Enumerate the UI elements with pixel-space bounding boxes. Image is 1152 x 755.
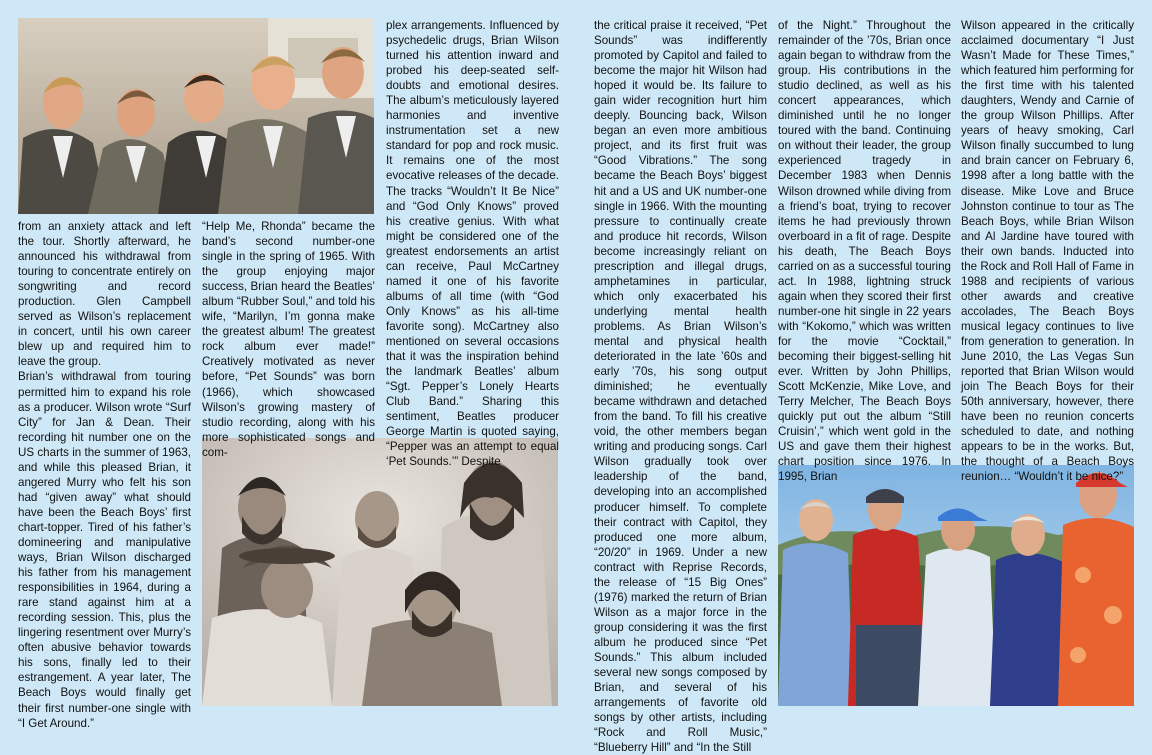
paragraph: from an anxiety attack and left the tour. Shortly afterward, he announced his withdrawal from touring to concentrate entirely on songwriting and record production. Glen Campbell served as Wilson’s replacement in concert, until his own career blew up and required him to leave the group. (18, 220, 191, 369)
article-column-3 (386, 18, 559, 469)
paragraph: plex arrangements. Influenced by psychedelic drugs, Brian Wilson turned his attention inward and probed his deep-seated self-doubts and emotional desires. The album’s meticulously layered harmonies and inventive instrumentation set a new standard for pop and rock music. It remains one of the most evocative releases of the decade. The tracks “Wouldn’t It Be Nice” and “God Only Knows” proved his creative genius. With what might be considered one of the greatest endorsements an artist can receive, Paul McCartney named it one of his favorite albums of all time (with “God Only Knows” as his all-time favorite song). McCartney also mentioned on several occasions that it was the inspiration behind the landmark Beatles’ album “Sgt. Pepper’s Lonely Hearts Club Band.” Sharing this sentiment, Beatles producer George Martin is quoted saying, “Pepper was an attempt to equal ‘Pet Sounds.’” Despite (386, 19, 559, 469)
article-column-5 (778, 18, 951, 484)
paragraph: “Help Me, Rhonda” became the band’s second number-one single in the spring of 1965. With the group enjoying major success, Brian heard the Beatles’ album “Rubber Soul,” and told his wife, “Marilyn, I’m gonna make the greatest album! The greatest rock album ever made!” Creatively motivated as never before, “Pet Sounds” was born (1966), which showcased Wilson’s growing mastery of studio recording, along with his more sophisticated songs and com- (202, 220, 375, 459)
band-photo-1970s (202, 438, 558, 706)
article-column-4 (594, 18, 767, 755)
band-photo-modern (778, 465, 1134, 706)
article-column-2 (202, 219, 375, 459)
article-column-1 (18, 219, 191, 730)
paragraph: Wilson appeared in the critically acclaimed documentary “I Just Wasn’t Made for These Times,” which featured him performing for the first time with his talented daughters, Wendy and Carnie of the group Wilson Phillips. After years of heavy smoking, Carl Wilson finally succumbed to lung and brain cancer on February 6, 1998 after a long battle with the disease. Mike Love and Bruce Johnston continue to tour as The Beach Boys, while Brian Wilson and Al Jardine have toured with their own bands. Inducted into the Rock and Roll Hall of Fame in 1988 and recipients of various other awards and creative accolades, The Beach Boys musical legacy continues to live from generation to generation. In June 2010, the Las Vegas Sun reported that Brian Wilson would join The Beach Boys for their 50th anniversary, however, there have been no reunion concerts scheduled to date, and nothing appears to be in the works. But, the thought of a Beach Boys reunion… “Wouldn’t it be nice?” (961, 19, 1134, 484)
article-column-6 (961, 18, 1134, 484)
paragraph: the critical praise it received, “Pet Sounds” was indifferently promoted by Capitol and failed to become the major hit Wilson had hoped it would be. Its failure to gain wider recognition hurt him deeply. Bouncing back, Wilson began an even more ambitious project, and its first fruit was “Good Vibrations.” The song became the Beach Boys’ biggest hit and a US and UK number-one single in 1966. With the mounting pressure to continually create and produce hit records, Wilson become increasingly reliant on prescription and illegal drugs, amphetamines in particular, which only exacerbated his underlying mental health problems. As Brian Wilson’s mental and physical health deteriorated in the late ’60s and early ’70s, his song output diminished; he eventually became withdrawn and detached from the band. To fill his creative void, the other members began writing and producing songs. Carl Wilson gradually took over leadership of the band, developing into an accomplished producer himself. To complete their contract with Capitol, they produced one more album, “20/20” in 1969. Under a new contract with Reprise Records, the release of “15 Big Ones” (1976) marked the return of Brian Wilson as a major force in the group considering it was the first album he produced since “Pet Sounds.” This album included several new songs composed by Brian, and several of his arrangements of favorite old songs by other artists, including “Rock and Roll Music,” “Blueberry Hill” and “In the Still (594, 19, 767, 755)
band-photo-1960s (18, 18, 374, 214)
paragraph: of the Night.” Throughout the remainder of the ’70s, Brian once again began to withdraw from the group. His contributions in the studio declined, as well as his concert appearances, which diminished until he no longer toured with the band. Continuing on without their leader, the group experienced tragedy in December 1983 when Dennis Wilson drowned while diving from a friend’s boat, trying to recover items he had previously thrown overboard in a fit of rage. Despite his death, The Beach Boys carried on as a successful touring act. In 1988, lightning struck again when they scored their first number-one hit single in 22 years with “Kokomo,” which was written for the movie “Cocktail,” becoming their biggest-selling hit ever. Written by John Phillips, Scott McKenzie, Mike Love, and Terry Melcher, The Beach Boys quickly put out the album “Still Cruisin’,” which went gold in the US and gave them their highest chart position since 1976. In 1995, Brian (778, 19, 951, 484)
paragraph: Brian’s withdrawal from touring permitted him to expand his role as a producer. Wilson wrote “Surf City” for Jan & Dean. Their recording hit number one on the US charts in the summer of 1963, and while this pleased Brian, it angered Murry who felt his son had “given away” what should have been the Beach Boys’ first chart-topper. Tired of his father’s domineering and manipulative ways, Brian Wilson discharged his father from his management responsibilities in 1964, during a rare stand against him at a recording session. This, plus the lingering resentment over Murry’s often abusive behavior towards his sons, finally led to their estrangement. A year later, The Beach Boys would finally get their first number-one single with “I Get Around.” (18, 370, 191, 730)
